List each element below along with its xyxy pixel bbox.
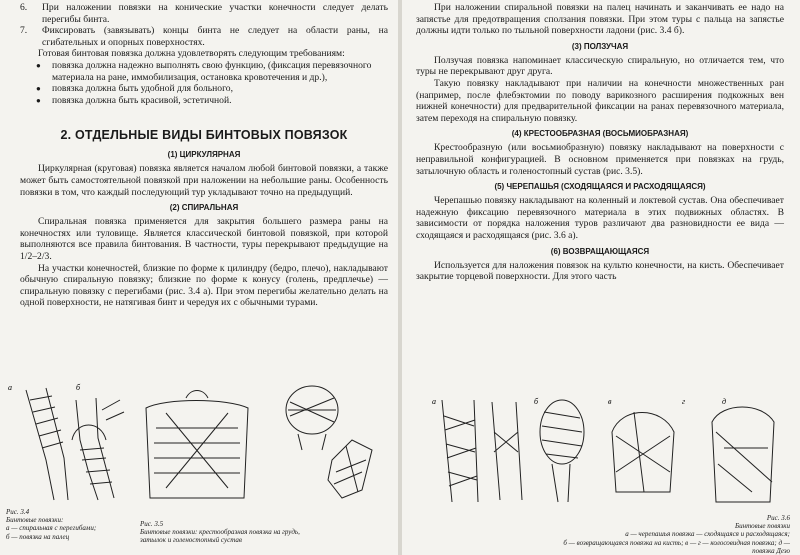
fig-label: г	[682, 397, 686, 406]
figure-3-5-chest	[136, 388, 258, 508]
bullet-icon: ●	[36, 84, 41, 94]
chest-bandage-illustration	[136, 388, 258, 508]
bullet-text: повязка должна надежно выполнять свою функцию, (фиксация перевязочного материала на ране, иммобилизация, остановка кровотечения и др.),	[52, 59, 372, 83]
bullet-icon: ●	[36, 95, 41, 105]
section-text: Крестообразную (или восьмиобразную) повязку накладывают на поверхности с неправильной конфигурацией. В основном применяется при повязках на грудь, затылочную область и голеностопный сустав (рис. 3.5).	[416, 142, 784, 177]
figure-3-4	[6, 380, 132, 510]
right-figures	[402, 392, 800, 555]
fig-caption-line: а — спиральная с перегибами;	[6, 524, 97, 533]
section-title: (4) КРЕСТООБРАЗНАЯ (ВОСЬМИОБРАЗНАЯ)	[511, 129, 689, 139]
chapter-title: 2. ОТДЕЛЬНЫЕ ВИДЫ БИНТОВЫХ ПОВЯЗОК	[60, 128, 348, 143]
section-title: (5) ЧЕРЕПАШЬЯ (СХОДЯЩАЯСЯ И РАСХОДЯЩАЯСЯ)	[494, 182, 706, 192]
bandage-types-illustration	[412, 392, 790, 510]
list-item	[20, 25, 388, 48]
fig-label: в	[608, 397, 612, 406]
section-title: (2) СПИРАЛЬНАЯ	[169, 203, 239, 213]
section-title: (1) ЦИРКУЛЯРНАЯ	[167, 150, 241, 160]
fig-number: Рис. 3.4	[6, 508, 30, 516]
fig-caption-line: а — черепашья повязка — сходящаяся и расходящаяся;	[625, 530, 790, 539]
requirements-intro: Готовая бинтовая повязка должна удовлетворять следующим требованиям:	[38, 48, 345, 60]
figure-3-5-head-ankle	[262, 380, 394, 510]
fig-label: б	[534, 397, 539, 406]
fig-caption-line: Бинтовые повязки: крестообразная повязка на грудь,	[140, 528, 300, 537]
item-text: Фиксировать (завязывать) концы бинта не следует на области раны, на сгибательных и опорных поверхностях.	[42, 25, 388, 48]
fig-number: Рис. 3.5	[140, 520, 164, 528]
fig-caption-line: б — повязка на палец	[6, 532, 70, 541]
head-ankle-bandage-illustration	[262, 380, 394, 510]
fig-subtitle: Бинтовые повязки	[735, 522, 790, 531]
fig-label: б	[76, 383, 81, 392]
bullet-item	[20, 60, 388, 83]
fig-label: а	[432, 397, 436, 406]
item-number: 7.	[20, 25, 28, 37]
figure-3-6	[412, 392, 790, 510]
fig-caption-line: б — возвращающаяся повязка на кисть; в — г — колосовидная повязка; д — повязка Дезо	[563, 538, 790, 555]
bullet-item	[20, 95, 388, 107]
bullet-text: повязка должна быть удобной для больного,	[52, 83, 233, 95]
section-text: Черепашью повязку накладывают на коленный и локтевой сустав. Она обеспечивает надежную фиксацию перевязочного материала в этих подвижных областях. В зависимости от порядка наложения туров различают два разновидности ее вида — сходящаяся и расходящаяся (рис. 3.6 а).	[416, 195, 784, 241]
fig-label: а	[8, 383, 12, 392]
item-number: 6.	[20, 2, 28, 13]
figure-3-4-caption	[6, 508, 136, 541]
section-title: (6) ВОЗВРАЩАЮЩАЯСЯ	[550, 246, 650, 256]
item-text: При наложении повязки на конические участки конечности следует делать перегибы бинта.	[42, 2, 388, 25]
section-title: (3) ПОЛЗУЧАЯ	[571, 41, 629, 51]
section-text: При наложении спиральной повязки на палец начинать и заканчивать ее надо на запястье для предотвращения сползания повязки. При этом туры с пальца на запястье должны идти только по тыльной поверхности ладони (рис. 3.4 б).	[416, 2, 784, 37]
fig-subtitle: Бинтовые повязки:	[6, 516, 64, 525]
figure-3-6-caption	[552, 514, 790, 555]
figure-3-5-caption	[140, 520, 390, 545]
section-text: Спиральная повязка применяется для закрытия большего размера раны на конечностях или туловище. Является классической бинтовой повязкой, при которой выполняются все правила бинтования. В частности, туры перекрывают предыдущие на 1/2–2/3.	[20, 216, 388, 262]
section-text: Ползучая повязка напоминает классическую спиральную, но отличается тем, что туры не перекрывают друг друга.	[416, 54, 784, 78]
list-item	[20, 2, 388, 25]
fig-label: д	[722, 397, 727, 406]
section-text: Циркулярная (круговая) повязка является началом любой бинтовой повязки, а также может быть самостоятельной повязкой при наложении на небольшие раны. Особенность повязки в том, что каждый последующий тур укладывают точно на предыдущий.	[20, 163, 388, 198]
bullet-item	[20, 83, 388, 95]
section-text: Используется для наложения повязок на культю конечности, на кисть. Обеспечивает закрытие торцевой поверхности. Для этого часть	[416, 259, 784, 283]
section-text: Такую повязку накладывают при наличии на конечности множественных ран (например, после флебэктомии по поводу варикозного расширения подкожных вен нижней конечности) для предварительной фиксации на ранах перевязочного материала, затем переходя на спиральную повязку.	[416, 77, 784, 124]
fig-number: Рис. 3.6	[766, 514, 790, 522]
fig-caption-line: затылок и голеностопный сустав	[140, 536, 242, 545]
bullet-text: повязка должна быть красивой, эстетичной.	[52, 94, 232, 106]
section-text: На участки конечностей, близкие по форме к цилиндру (бедро, плечо), накладывают обычную спиральную повязку; близкие по форме к конусу (голень, предплечье) — спиральную повязку с перегибами (рис. 3.4 а). При этом перегибы желательно делать на одной поверхности, не натягивая бинт и чередуя их с обычными турами.	[20, 262, 388, 309]
hand-bandage-illustration	[6, 380, 132, 510]
bullet-icon: ●	[36, 60, 41, 70]
left-figures	[0, 380, 398, 555]
